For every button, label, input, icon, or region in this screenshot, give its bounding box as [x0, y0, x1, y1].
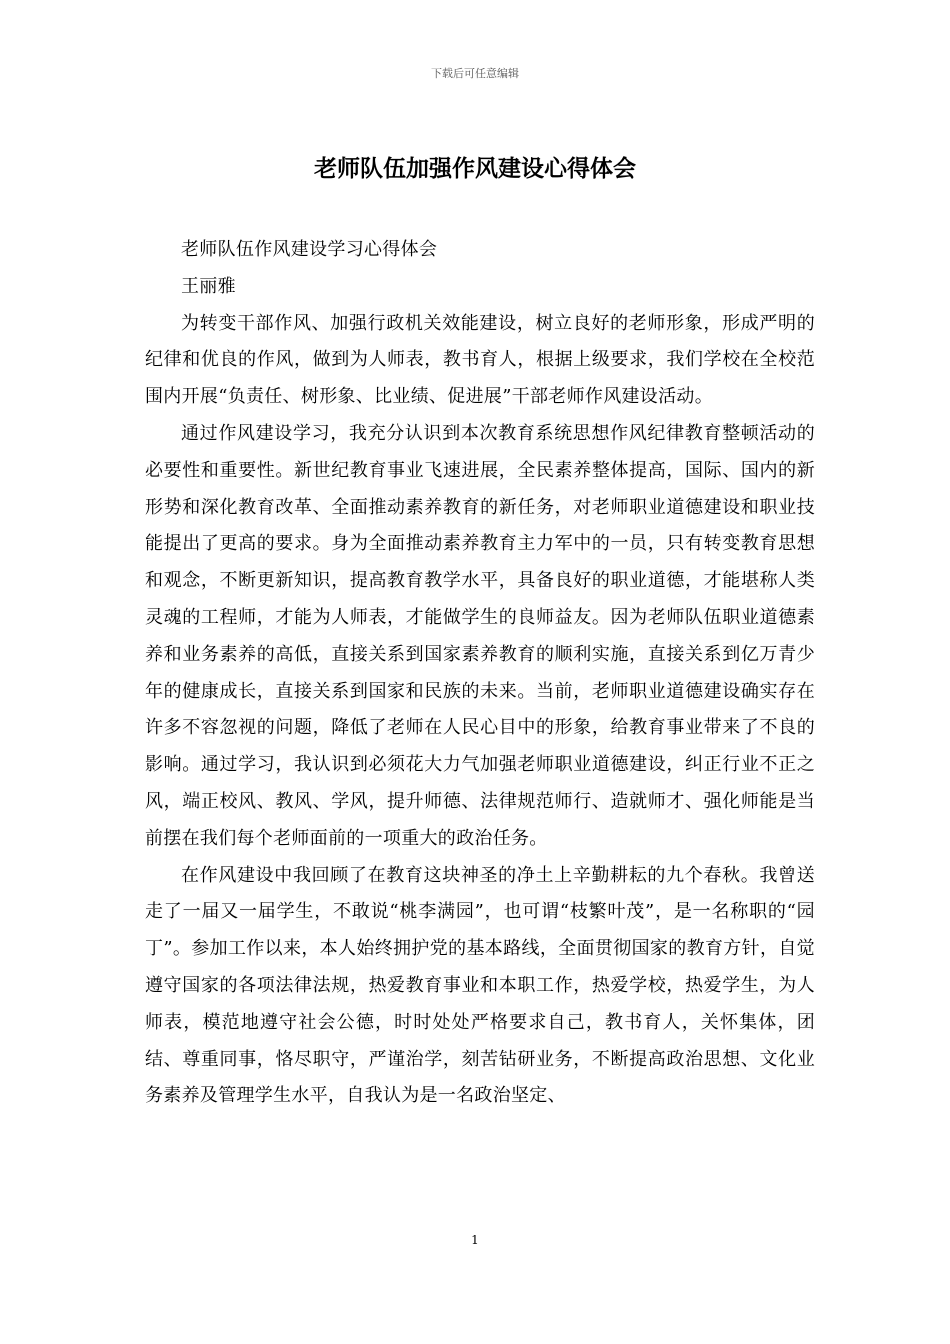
- page-number: 1: [471, 1233, 479, 1247]
- document-subtitle: 老师队伍作风建设学习心得体会: [181, 239, 438, 260]
- body-paragraph-3: 在作风建设中我回顾了在教育这块神圣的净土上辛勤耕耘的九个春秋。我曾送走了一届又一届学生，不敢说“桃李满园”，也可谓“枝繁叶茂”，是一名称职的“园丁”。参加工作以来，本人始终拥护党的基本路线，全面贯彻国家的教育方针，自觉遵守国家的各项法律法规，热爱教育事业和本职工作，热爱学校，热爱学生，为人师表，模范地遵守社会公德，时时处处严格要求自己，教书育人，关怀集体，团结、尊重同事，恪尽职守，严谨治学，刻苦钻研业务，不断提高政治思想、文化业务素养及管理学生水平，自我认为是一名政治坚定、: [145, 864, 815, 1107]
- page-header-note: 下载后可任意编辑: [431, 67, 519, 80]
- body-paragraph-1: 为转变干部作风、加强行政机关效能建设，树立良好的老师形象，形成严明的纪律和优良的作风，做到为人师表，教书育人，根据上级要求，我们学校在全校范围内开展“负责任、树形象、比业绩、促进展”干部老师作风建设活动。: [145, 312, 815, 408]
- document-title: 老师队伍加强作风建设心得体会: [314, 155, 636, 182]
- body-paragraph-2: 通过作风建设学习，我充分认识到本次教育系统思想作风纪律教育整顿活动的必要性和重要性。新世纪教育事业飞速进展，全民素养整体提高，国际、国内的新形势和深化教育改革、全面推动素养教育的新任务，对老师职业道德建设和职业技能提出了更高的要求。身为全面推动素养教育主力军中的一员，只有转变教育思想和观念，不断更新知识，提高教育教学水平，具备良好的职业道德，才能堪称人类灵魂的工程师，才能为人师表，才能做学生的良师益友。因为老师队伍职业道德素养和业务素养的高低，直接关系到国家素养教育的顺利实施，直接关系到亿万青少年的健康成长，直接关系到国家和民族的未来。当前，老师职业道德建设确实存在许多不容忽视的问题，降低了老师在人民心目中的形象，给教育事业带来了不良的影响。通过学习，我认识到必须花大力气加强老师职业道德建设，纠正行业不正之风，端正校风、教风、学风，提升师德、法律规范师行、造就师才、强化师能是当前摆在我们每个老师面前的一项重大的政治任务。: [145, 422, 815, 849]
- document-body: [145, 232, 815, 1115]
- document-author: 王丽雅: [181, 275, 236, 297]
